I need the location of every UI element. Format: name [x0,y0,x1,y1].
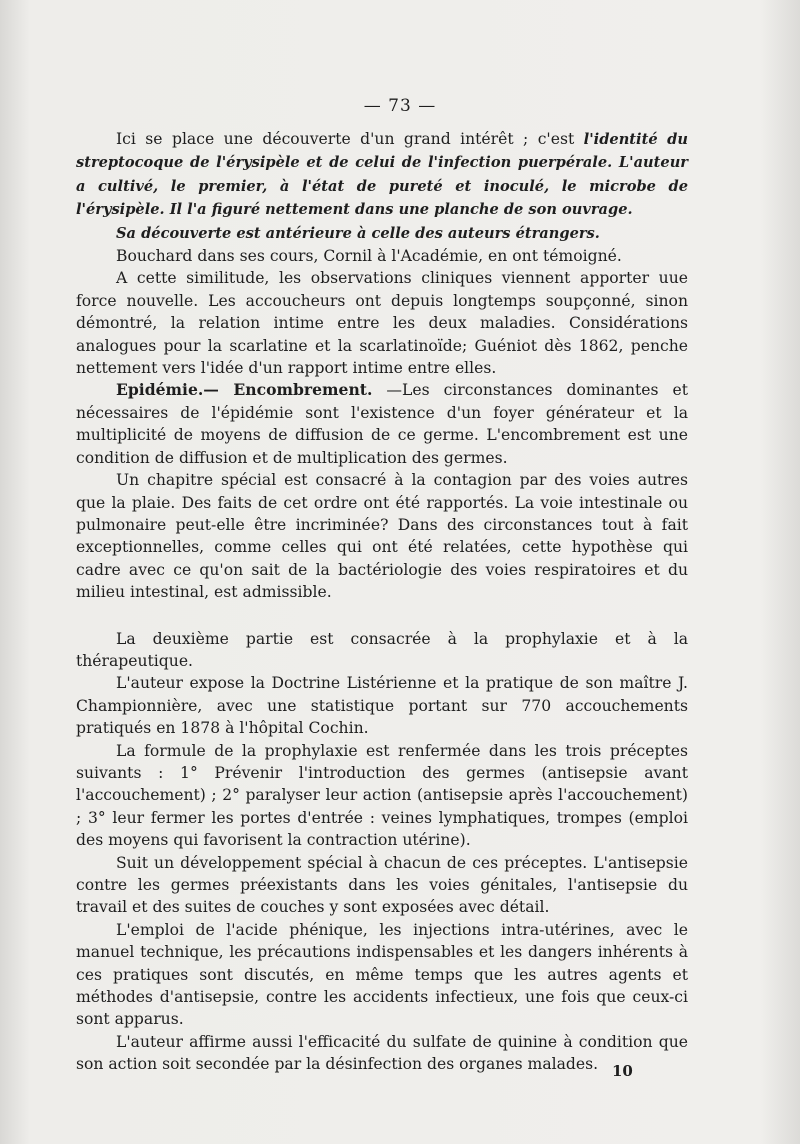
paragraph [76,222,688,245]
paragraph-lead: Ici se place une découverte d'un grand intérêt ; c'est [116,130,584,148]
paragraph: L'auteur expose la Doctrine Listérienne et la pratique de son maître J. Championnière, avec une statistique portant sur 770 accouchements pratiqués en 1878 à l'hôpital Cochin. [76,674,688,738]
paragraph: Bouchard dans ses cours, Cornil à l'Académie, en ont témoigné. [116,247,622,266]
page-number: — 73 — [363,96,437,116]
section-break [76,604,688,628]
paragraph: Un chapitre spécial est consacré à la contagion par des voies autres que la plaie. Des faits de cet ordre ont été rapportés. La voie intestinale ou pulmonaire peut-elle être incriminée? Dans des circonstances tout à fait exceptionnelles, comme celles qui ont été relatées, cette hypothèse qui cadre avec ce qu'on sait de la bactériologie des voies respiratoires et du milieu intestinal, est admissible. [76,471,688,602]
paragraph: La deuxième partie est consacrée à la prophylaxie et à la thérapeutique. [76,629,688,670]
italic-emphasis: Sa découverte est antérieure à celle des auteurs étrangers. [116,224,600,242]
italic-emphasis: l'identité du streptocoque de l'érysipèle et de celui de l'infection puerpérale. L'auteur a cultivé, le premier, à l'état de pureté et inoculé, le microbe de l'érysipèle. Il l'a figuré nettement dans une planche de son ouvrage. [76,131,688,219]
paragraph-text: —Les circonstances dominantes et nécessaires de l'épidémie sont l'existence d'un foyer générateur et la multiplicité de moyens de diffusion de ce germe. L'encombrement est une condition de diffusion et de multiplication des germes. [76,381,688,467]
section-heading: Epidémie.— Encombrement. [116,380,373,400]
paragraph: La formule de la prophylaxie est renfermée dans les trois préceptes suivants : 1° Prévenir l'introduction des germes (antisepsie avant l'accouchement) ; 2° paralyser leur action (antisepsie après l'accouchement) ; 3° leur fermer les portes d'entrée : veines lymphatiques, trompes (emploi des moyens qui favorisent la contraction utérine). [76,741,688,850]
paragraph: A cette similitude, les observations cliniques viennent apporter uue force nouvelle. Les accoucheurs ont depuis longtemps soupçonné, sinon démontré, la relation intime entre les deux maladies. Considérations analogues pour la scarlatine et la scarlatinoïde; Guéniot dès 1862, penche nettement vers l'idée d'un rapport intime entre elles. [76,269,688,378]
signature-mark: 10 [612,1062,633,1080]
paragraph [76,128,688,222]
paragraph: Suit un développement spécial à chacun de ces préceptes. L'antisepsie contre les germes préexistants dans les voies génitales, l'antisepsie du travail et des suites de couches y sont exposées avec détail. [76,853,688,917]
paragraph [76,379,688,469]
paragraph: L'auteur affirme aussi l'efficacité du sulfate de quinine à condition que son action soit secondée par la désinfection des organes malades. [76,1032,688,1074]
paragraph: L'emploi de l'acide phénique, les injections intra-utérines, avec le manuel technique, les précautions indispensables et les dangers inhérents à ces pratiques sont discutés, en même temps que les autres agents et méthodes d'antisepsie, contre les accidents infectieux, une fois que ceux-ci sont apparus. [76,920,688,1029]
body-text [76,128,688,1076]
